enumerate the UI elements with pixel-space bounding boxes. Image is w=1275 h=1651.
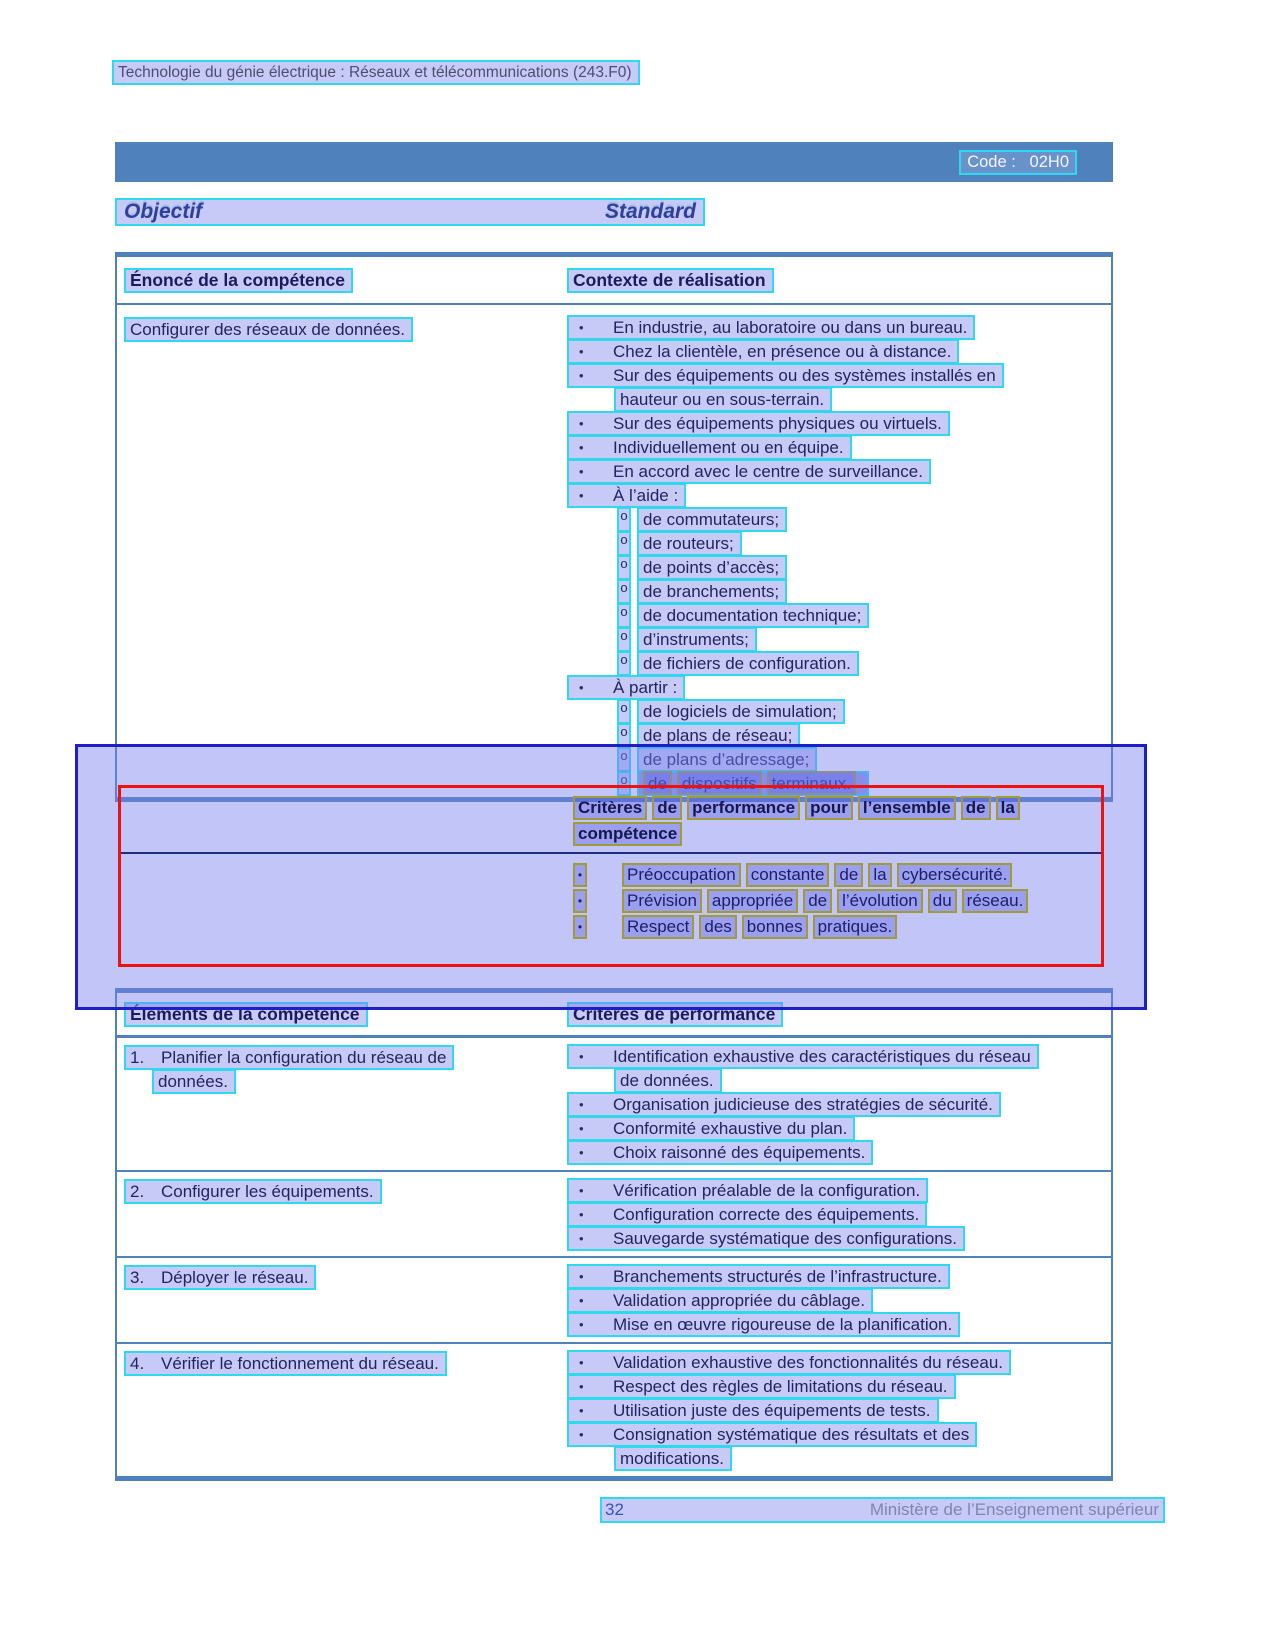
overall-criterion: • Respect des bonnes pratiques. — [573, 914, 1033, 940]
context-item: • Individuellement ou en équipe. — [567, 435, 1111, 459]
sub-bullet-icon: o — [617, 531, 631, 556]
sub-bullet-icon: o — [617, 699, 631, 724]
sub-bullet-icon: o — [617, 555, 631, 580]
sub-bullet-icon: o — [617, 507, 631, 532]
ministry-label: Ministère de l’Enseignement supérieur — [869, 1500, 1159, 1519]
bullet-icon: • — [579, 1120, 584, 1136]
context-item: • En industrie, au laboratoire ou dans un bureau. — [567, 315, 1111, 339]
criterion-item: • Consignation systématique des résultats et des — [567, 1422, 1111, 1446]
context-subitem: o de routeurs; — [567, 531, 1111, 555]
context-list — [567, 315, 1111, 795]
criterion-item: • Respect des règles de limitations du réseau. — [567, 1374, 1111, 1398]
context-subitem: o de points d’accès; — [567, 555, 1111, 579]
page-footer — [600, 1497, 1165, 1523]
overall-criterion: • Préoccupation constante de la cybersécurité. — [573, 862, 1033, 888]
context-item: • Sur des équipements ou des systèmes installés en — [567, 363, 1111, 387]
heading-objectif: Objectif — [124, 200, 203, 223]
criteria-divider — [121, 852, 1101, 854]
context-item: • Chez la clientèle, en présence ou à distance. — [567, 339, 1111, 363]
section-heading-box — [115, 198, 705, 226]
bullet-icon: • — [579, 1206, 584, 1222]
header-criteres: Critères de performance — [567, 1002, 783, 1027]
element-cell: 2. Configurer les équipements. — [124, 1179, 382, 1203]
sub-bullet-icon: o — [617, 747, 631, 772]
element-row-4 — [117, 1342, 1111, 1476]
bullet-icon: • — [579, 1426, 584, 1442]
elements-table — [115, 988, 1113, 1481]
header-contexte: Contexte de réalisation — [567, 268, 774, 293]
section-heading — [115, 198, 705, 226]
element-row-2 — [117, 1170, 1111, 1256]
context-subitem: o de fichiers de configuration. — [567, 651, 1111, 675]
bullet-icon: • — [579, 1182, 584, 1198]
criterion-item: • Conformité exhaustive du plan. — [567, 1116, 1111, 1140]
sub-bullet-icon: o — [617, 771, 631, 796]
page-number: 32 — [605, 1500, 624, 1519]
bullet-icon: • — [579, 1268, 584, 1284]
running-header-text: Technologie du génie électrique : Réseaux et télécommunications (243.F0) — [112, 60, 640, 85]
context-subitem: o de plans d’adressage; — [567, 747, 1111, 771]
context-subitem: o de plans de réseau; — [567, 723, 1111, 747]
criteria-list — [567, 1178, 1111, 1250]
context-subitem: o de branchements; — [567, 579, 1111, 603]
bullet-icon: • — [573, 915, 587, 939]
criterion-item: • Choix raisonné des équipements. — [567, 1140, 1111, 1164]
overall-criterion: • Prévision appropriée de l’évolution du réseau. — [573, 888, 1033, 914]
bullet-icon: • — [579, 463, 584, 479]
bullet-icon: • — [573, 889, 587, 913]
criterion-item: • Vérification préalable de la configuration. — [567, 1178, 1111, 1202]
overall-criteria-box — [118, 785, 1104, 967]
bullet-icon: • — [579, 319, 584, 335]
overall-criteria-title — [573, 795, 1093, 847]
bullet-icon: • — [579, 1096, 584, 1112]
element-cell: 4. Vérifier le fonctionnement du réseau. — [124, 1351, 447, 1375]
overall-criteria-title-line2: compétence — [573, 821, 1093, 847]
bullet-icon: • — [579, 1144, 584, 1160]
header-elements: Éléments de la compétence — [124, 1002, 368, 1027]
bullet-icon: • — [579, 343, 584, 359]
criterion-continuation: de données. — [567, 1068, 1111, 1092]
criterion-item: • Mise en œuvre rigoureuse de la planification. — [567, 1312, 1111, 1336]
code-badge: Code : 02H0 — [959, 150, 1077, 175]
competency-statement: Configurer des réseaux de données. — [124, 317, 413, 342]
bullet-icon: • — [579, 1354, 584, 1370]
competency-table-header — [117, 257, 1111, 305]
element-row-1 — [117, 1038, 1111, 1170]
bullet-icon: • — [579, 1402, 584, 1418]
context-item: • À l’aide : — [567, 483, 1111, 507]
sub-bullet-icon: o — [617, 651, 631, 676]
bullet-icon: • — [579, 439, 584, 455]
criterion-item: • Validation exhaustive des fonctionnalités du réseau. — [567, 1350, 1111, 1374]
overall-criteria-list — [573, 862, 1033, 940]
element-cell: 1. Planifier la configuration du réseau de données. — [124, 1045, 454, 1093]
bullet-icon: • — [579, 679, 584, 695]
element-cell: 3. Déployer le réseau. — [124, 1265, 316, 1289]
context-subitem: o de dispositifs terminaux. — [567, 771, 1111, 795]
context-subitem: o de logiciels de simulation; — [567, 699, 1111, 723]
sub-bullet-icon: o — [617, 603, 631, 628]
code-banner — [115, 142, 1113, 182]
competency-statement-cell — [124, 317, 413, 342]
context-subitem: o de commutateurs; — [567, 507, 1111, 531]
sub-bullet-icon: o — [617, 579, 631, 604]
overall-criteria-title-line1: Critères de performance pour l’ensemble de la — [573, 795, 1093, 821]
bullet-icon: • — [579, 1316, 584, 1332]
running-header — [112, 60, 640, 85]
criterion-item: • Organisation judicieuse des stratégies de sécurité. — [567, 1092, 1111, 1116]
bullet-icon: • — [579, 1292, 584, 1308]
bullet-icon: • — [579, 1048, 584, 1064]
sub-bullet-icon: o — [617, 627, 631, 652]
bullet-icon: • — [579, 415, 584, 431]
criterion-item: • Identification exhaustive des caractéristiques du réseau — [567, 1044, 1111, 1068]
criterion-item: • Branchements structurés de l’infrastructure. — [567, 1264, 1111, 1288]
criterion-continuation: modifications. — [567, 1446, 1111, 1470]
criteria-list — [567, 1350, 1111, 1470]
criterion-item: • Validation appropriée du câblage. — [567, 1288, 1111, 1312]
bullet-icon: • — [579, 487, 584, 503]
bullet-icon: • — [579, 367, 584, 383]
criteria-list — [567, 1264, 1111, 1336]
criterion-item: • Utilisation juste des équipements de tests. — [567, 1398, 1111, 1422]
context-item: • À partir : — [567, 675, 1111, 699]
criteria-list — [567, 1044, 1111, 1164]
context-item: • En accord avec le centre de surveillance. — [567, 459, 1111, 483]
competency-table — [115, 252, 1113, 802]
context-subitem: o de documentation technique; — [567, 603, 1111, 627]
context-item: • Sur des équipements physiques ou virtuels. — [567, 411, 1111, 435]
bullet-icon: • — [579, 1378, 584, 1394]
criterion-item: • Configuration correcte des équipements. — [567, 1202, 1111, 1226]
header-enonce: Énoncé de la compétence — [124, 268, 353, 293]
context-item-continuation: hauteur ou en sous-terrain. — [567, 387, 1111, 411]
heading-standard: Standard — [605, 200, 697, 223]
sub-bullet-icon: o — [617, 723, 631, 748]
competency-table-body — [117, 305, 1111, 803]
bullet-icon: • — [573, 863, 587, 887]
element-row-3 — [117, 1256, 1111, 1342]
criterion-item: • Sauvegarde systématique des configurations. — [567, 1226, 1111, 1250]
context-subitem: o d’instruments; — [567, 627, 1111, 651]
bullet-icon: • — [579, 1230, 584, 1246]
